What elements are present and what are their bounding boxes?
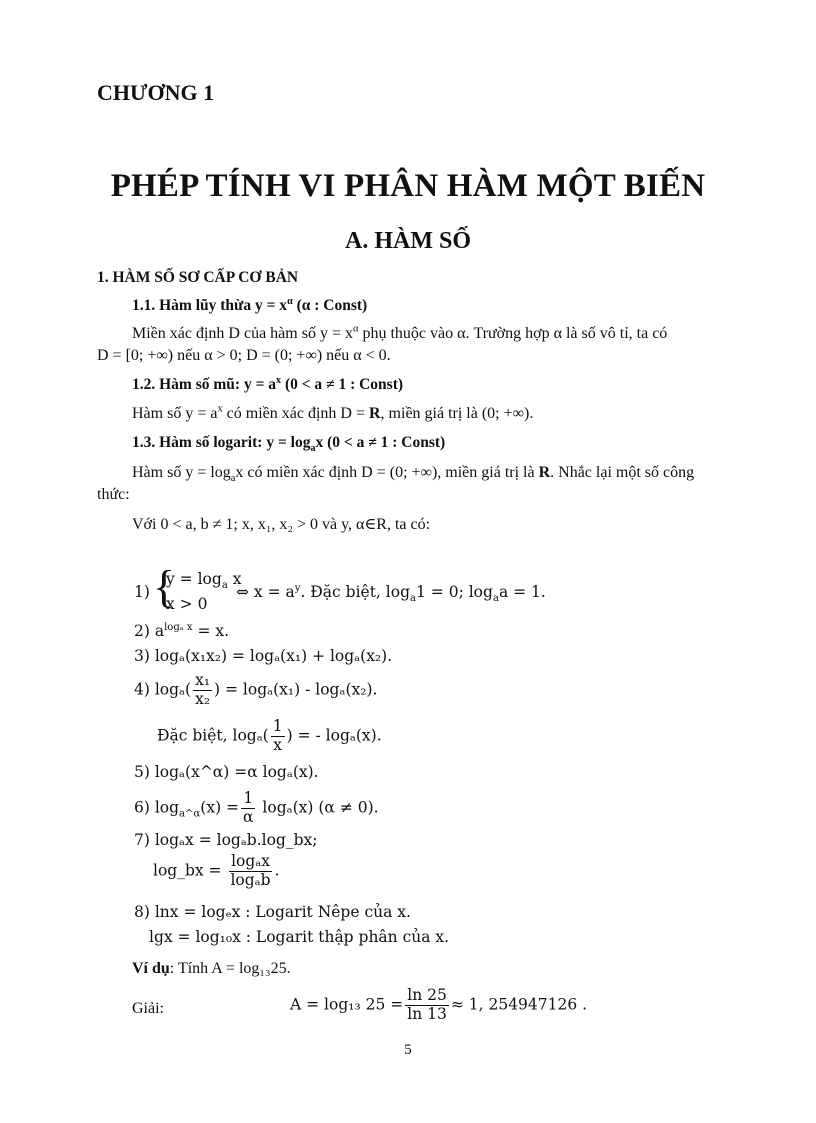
chapter-label: CHƯƠNG 1 [97, 80, 215, 105]
paragraph-log-formulas-intro: thức: [97, 486, 130, 503]
formula-4: 4) logₐ( $\frac{\text{x₁}}{\text{x₂}}$ ) = logₐ(x₁) - logₐ(x₂). [134, 671, 378, 708]
formula-2: 2) $a^{log_a x} = x$. [134, 621, 230, 640]
page-title: PHÉP TÍNH VI PHÂN HÀM MỘT BIẾN [110, 168, 706, 204]
paragraph-power-domain-cases: D = [0; +∞) nếu α > 0; D = (0; +∞) nếu α < 0. [97, 347, 391, 364]
formula-3: 3) logₐ(x₁x₂) = logₐ(x₁) + logₐ(x₂). [134, 647, 393, 665]
paragraph-power-domain: Miền xác định D của hàm số $y = x^\alpha$ phụ thuộc vào α. Trường hợp α là số vô tỉ, ta có [132, 323, 668, 342]
paragraph-log-domain: Hàm số $y = \log_ax$ có miền xác định D = (0; +∞), miền giá trị là R. Nhắc lại một số công [132, 464, 695, 485]
formula-7: 7) logₐx = logₐb.log_bx; [134, 831, 318, 849]
formula-5: 5) logₐ(x^α) =α logₐ(x). [134, 763, 319, 781]
paragraph-conditions: Với 0 < a, b ≠ 1; x, x₁, x₂ > 0 và y, α∈R, ta có: [132, 516, 431, 533]
formula-8: 8) lnx = logₑx : Logarit Nêpe của x. [134, 903, 411, 921]
left-brace-icon: { [153, 561, 176, 612]
formula-1-label: 1) [134, 583, 150, 601]
solution-label: Giải: [132, 1000, 164, 1017]
formula-6: 6) $\log_{a\^{}\alpha}(x)$ = $\frac{1}{\alpha}$ logₐ(x) (α ≠ 0). [134, 789, 379, 826]
heading-basic-functions: 1. HÀM SỐ SƠ CẤP CƠ BẢN [97, 269, 299, 286]
subheading-power-function: 1.1. Hàm lũy thừa $y = x^\alpha$ (α : Const) [132, 295, 368, 314]
formula-1-result: ⇔ $x = a^y$. Đặc biệt, $\log_a1 = 0$; $\log_aa = 1$. [236, 582, 546, 605]
formula-4-special: Đặc biệt, logₐ( $\frac{1}{x}$ ) = - logₐ(x). [157, 717, 382, 754]
formula-1-system-line1: $y = \log_a x$ [166, 570, 242, 592]
subheading-exponential-function: 1.2. Hàm số mũ: $y = a^x$ (0 < a ≠ 1 : Const) [132, 374, 404, 393]
subheading-logarithm-function: 1.3. Hàm số logarit: $y = \log_ax$ (0 < a ≠ 1 : Const) [132, 434, 446, 455]
formula-1-system-line2: x > 0 [166, 595, 208, 613]
section-title: A. HÀM SỐ [345, 228, 471, 254]
example-line: Ví dụ: Tính A = log₁₃25. [132, 960, 291, 977]
page-number: 5 [404, 1042, 412, 1058]
formula-8-lg: lgx = log₁₀x : Logarit thập phân của x. [149, 928, 450, 946]
paragraph-exponential-domain: Hàm số $y = a^x$ có miền xác định D = R, miền giá trị là (0; +∞). [132, 403, 534, 422]
formula-7-quotient: log_bx = $\frac{\text{logₐx}}{\text{logₐb}}$ . [153, 852, 280, 889]
solution-formula: A = log₁₃ 25 = $\frac{\ln 25}{\ln 13}$ ≈ 1, 254947126 . [290, 986, 588, 1023]
